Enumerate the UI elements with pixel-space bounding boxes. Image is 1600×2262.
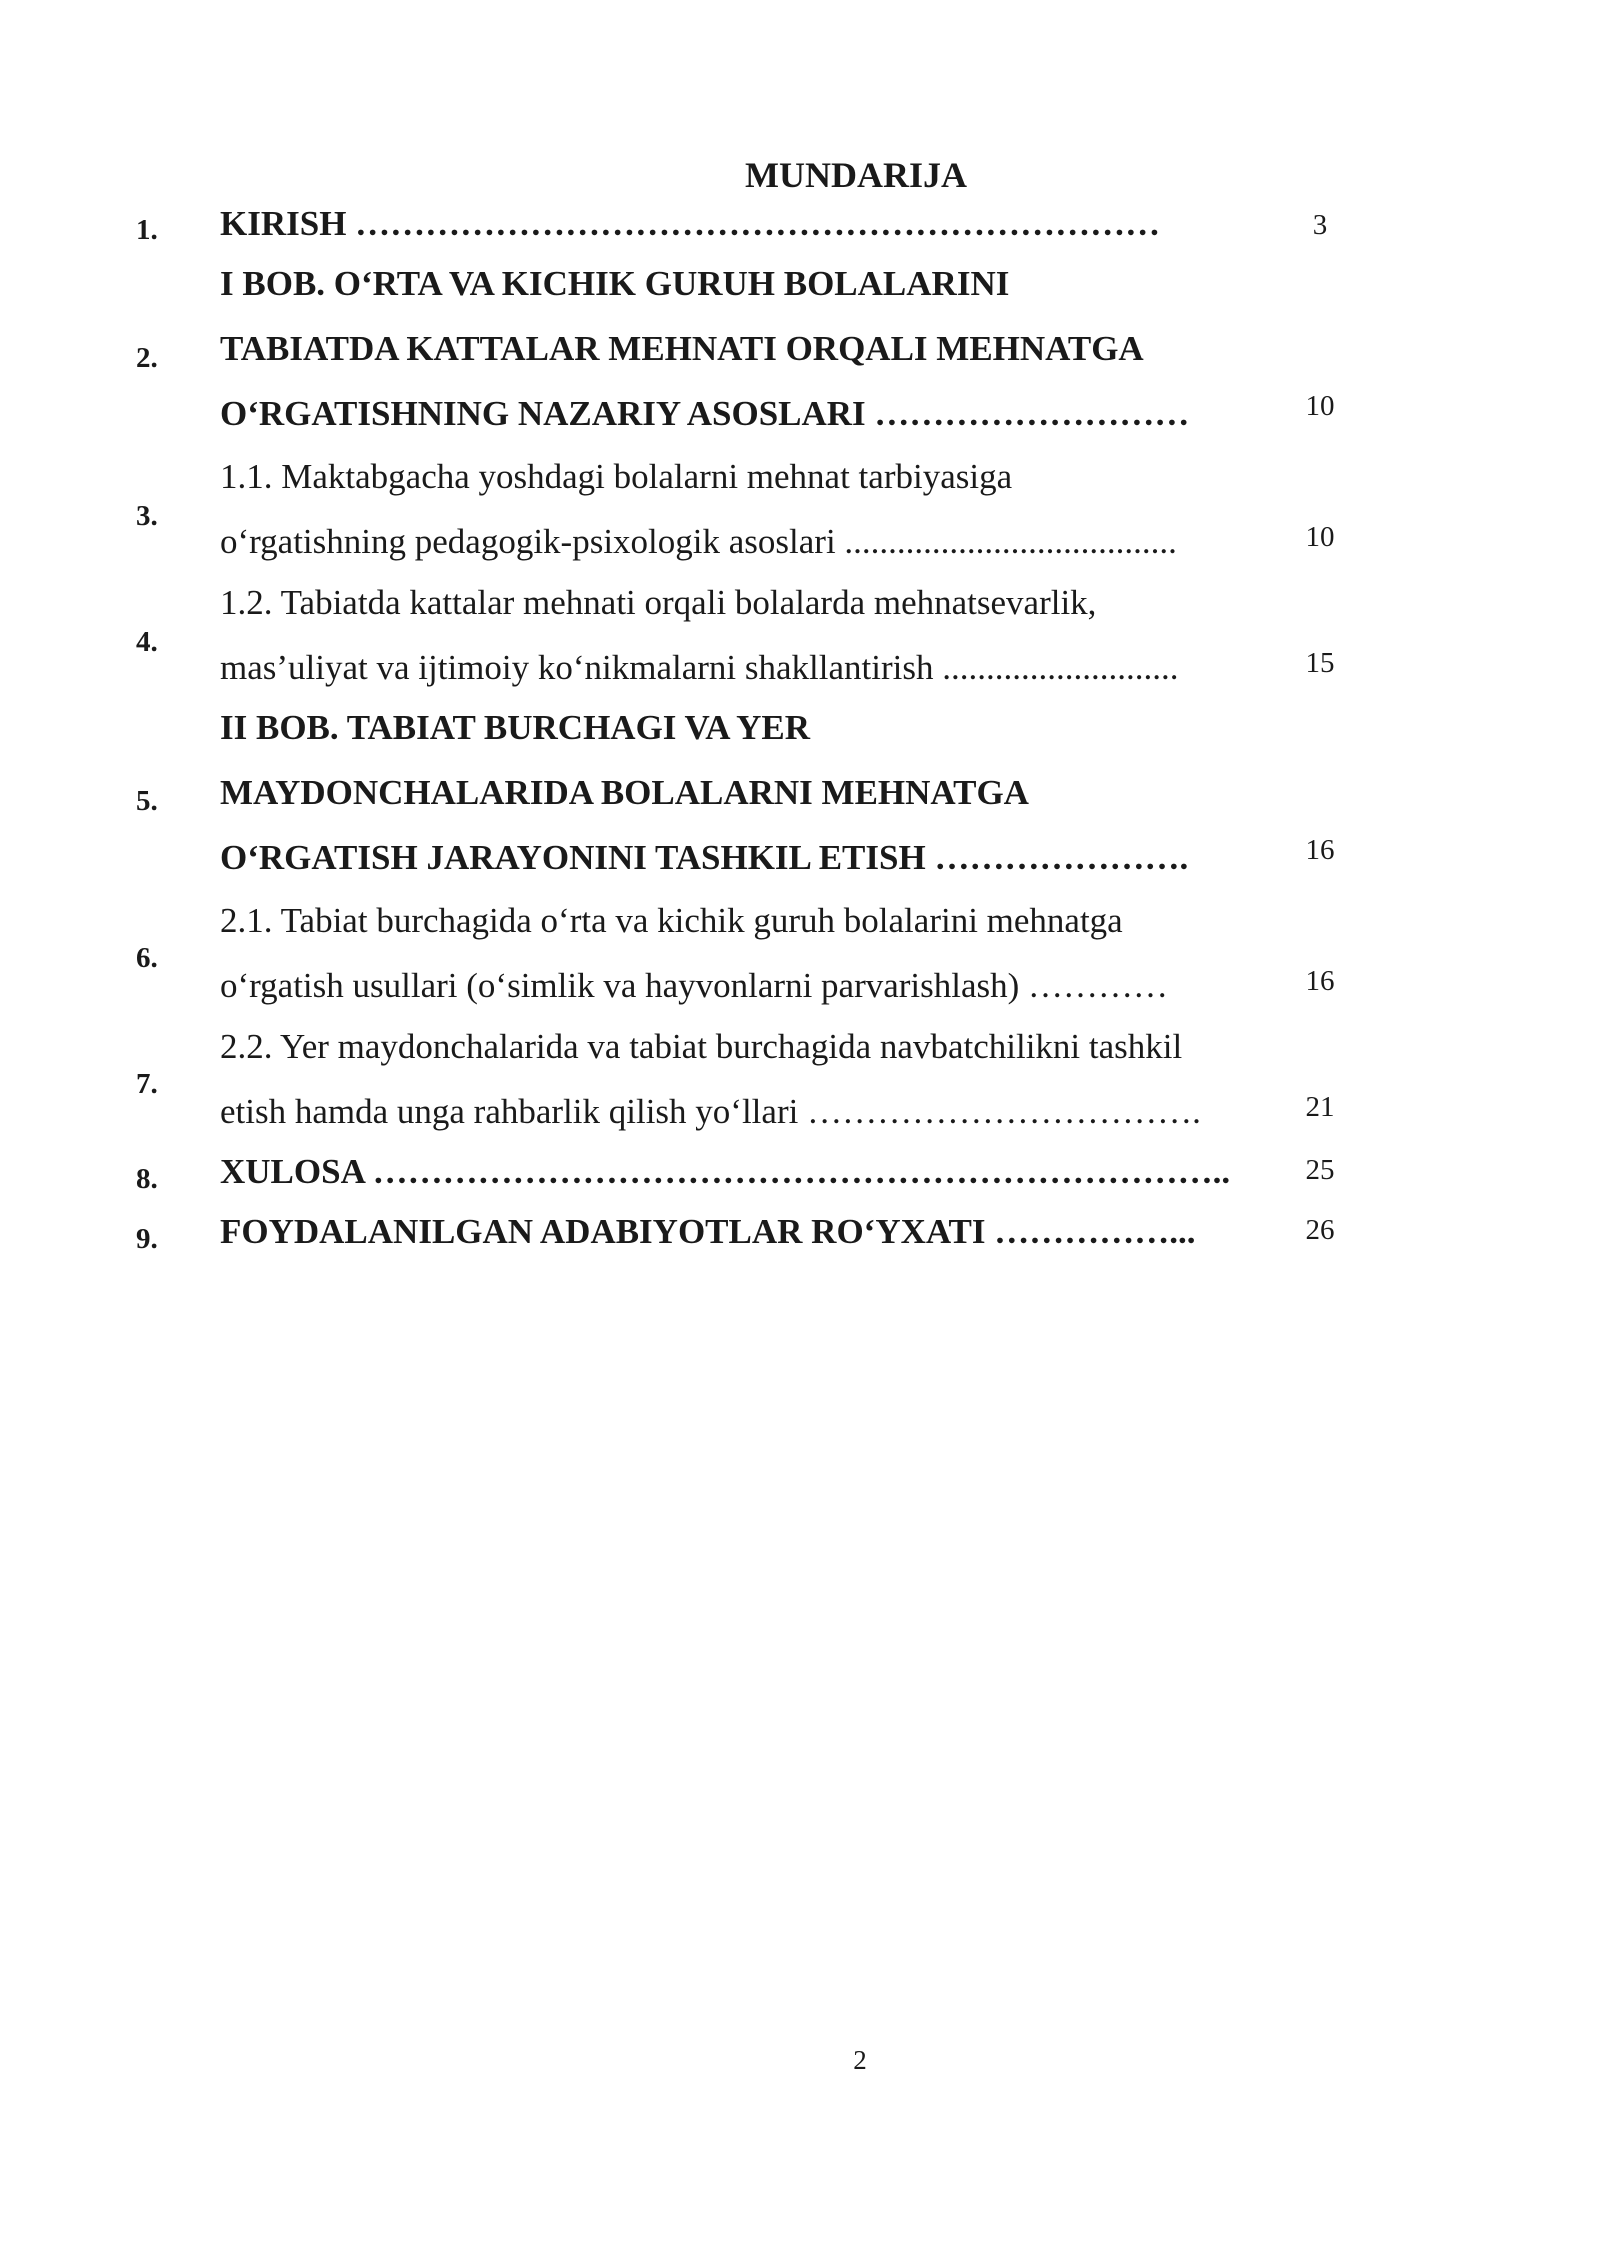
entry-page-number: 10 xyxy=(1305,390,1335,422)
entry-page-number: 3 xyxy=(1312,209,1328,241)
entry-title-line: o‘rgatish usullari (o‘simlik va hayvonlarni parvarishlash) ………… xyxy=(220,966,1169,1005)
entry-number: 4. xyxy=(136,626,158,658)
entry-title-line: O‘RGATISH JARAYONINI TASHKIL ETISH …………………. xyxy=(220,838,1189,877)
entry-page-number: 21 xyxy=(1305,1091,1335,1123)
entry-number: 7. xyxy=(136,1068,158,1100)
entry-title-line: o‘rgatishning pedagogik-psixologik asoslari ...................................... xyxy=(220,522,1177,561)
entry-number: 5. xyxy=(136,785,158,817)
entry-title-line: 1.1. Maktabgacha yoshdagi bolalarni mehnat tarbiyasiga xyxy=(220,457,1013,496)
entry-number: 6. xyxy=(136,942,158,974)
entry-page-number: 16 xyxy=(1305,965,1335,997)
entry-title-line: etish hamda unga rahbarlik qilish yo‘llari ……………………………. xyxy=(220,1092,1201,1131)
entry-title-line: 2.1. Tabiat burchagida o‘rta va kichik guruh bolalarini mehnatga xyxy=(220,901,1123,940)
entry-page-number: 10 xyxy=(1305,521,1335,553)
entry-title-line: TABIATDA KATTALAR MEHNATI ORQALI MEHNATGA xyxy=(220,329,1144,368)
entry-title-line: 2.2. Yer maydonchalarida va tabiat burchagida navbatchilikni tashkil xyxy=(220,1027,1183,1066)
entry-title-line: XULOSA ……………………………………………………………….. xyxy=(220,1152,1231,1191)
entry-title-line: I BOB. O‘RTA VA KICHIK GURUH BOLALARINI xyxy=(220,264,1010,303)
entry-title-line: FOYDALANILGAN ADABIYOTLAR RO‘YXATI ……………... xyxy=(220,1212,1196,1251)
entry-page-number: 25 xyxy=(1305,1154,1335,1186)
entry-title-line: MAYDONCHALARIDA BOLALARNI MEHNATGA xyxy=(220,773,1029,812)
entry-title-line: II BOB. TABIAT BURCHAGI VA YER xyxy=(220,708,810,747)
entry-page-number: 15 xyxy=(1305,647,1335,679)
entry-page-number: 16 xyxy=(1305,834,1335,866)
entry-page-number: 26 xyxy=(1305,1214,1335,1246)
entry-number: 8. xyxy=(136,1163,158,1195)
entry-title-line: 1.2. Tabiatda kattalar mehnati orqali bolalarda mehnatsevarlik, xyxy=(220,583,1097,622)
page-title: MUNDARIJA xyxy=(745,155,967,195)
entry-title-line: O‘RGATISHNING NAZARIY ASOSLARI ……………………… xyxy=(220,394,1190,433)
entry-number: 2. xyxy=(136,342,158,374)
footer-page-number: 2 xyxy=(853,2045,867,2075)
entry-number: 9. xyxy=(136,1223,158,1255)
entry-title-line: KIRISH …………………………………………………………… xyxy=(220,204,1161,243)
entry-title-line: mas’uliyat va ijtimoiy ko‘nikmalarni shakllantirish ........................... xyxy=(220,648,1179,687)
entry-number: 3. xyxy=(136,500,158,532)
entry-number: 1. xyxy=(136,214,158,246)
